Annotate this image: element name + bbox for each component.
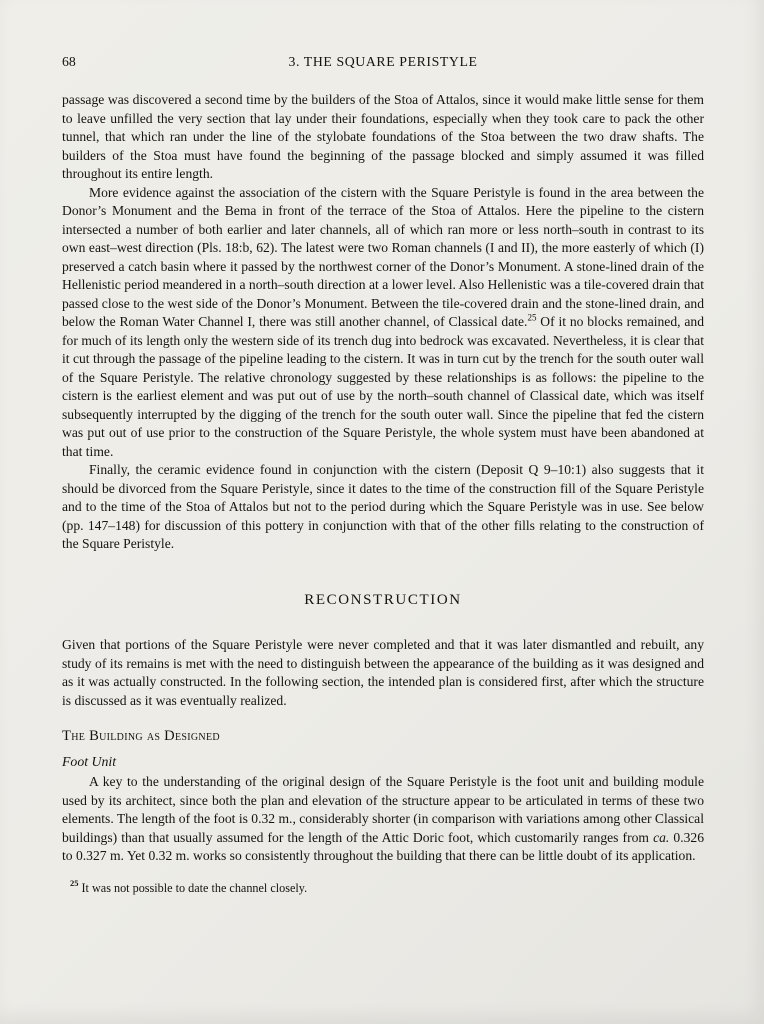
paragraph-2-text: More evidence against the association of the cistern with the Square Peristyle is found in the area between the Donor’s Monument and the Bema in front of the terrace of the Stoa of Attalos. Here the pipeline to the cistern intersected a number of both earlier and later channels, all of which ran more or less north–south in contrast to its own east–west direction (Pls. 18:b, 62). The latest were two Roman channels (I and II), the more easterly of which (I) preserved a catch basin where it passed by the northwest corner of the Donor’s Monument. A stone-lined drain of the Hellenistic period meandered in a north–south direction at a lower level. Also Hellenistic was a tile-covered drain that passed close to the west side of the Donor’s Monument. Between the tile-covered drain and the stone-lined drain, and below the Roman Water Channel I, there was still another channel, of Classical date. [62,184,704,329]
paragraph-5-text: A key to the understanding of the original design of the Square Peristyle is the foot unit and building module used by its architect, since both the plan and elevation of the structure appear to be articulated in terms of these two elements. The length of the foot is 0.32 m., considerably shorter (in comparison with variations among other Classical buildings) than that usually assumed for the length of the Attic Doric foot, which customarily ranges from [62,774,704,845]
subsection-heading-building-as-designed: The Building as Designed [62,728,220,744]
paragraph-2 [62,184,704,462]
footnote-25 [62,880,704,896]
section-heading-reconstruction: RECONSTRUCTION [304,591,462,608]
footnote-marker: 25 [70,878,79,889]
subheading-foot-unit: Foot Unit [62,753,117,769]
paragraph-5 [62,773,704,866]
footnote-text: It was not possible to date the channel closely. [81,880,308,895]
paragraph-3: Finally, the ceramic evidence found in conjunction with the cistern (Deposit Q 9–10:1) also suggests that it should be divorced from the Square Peristyle, since it dates to the time of the construction fill of the Square Peristyle and to the time of the Stoa of Attalos but not to the period during which the Square Peristyle was in use. See below (pp. 147–148) for discussion of this pottery in conjunction with that of the other fills relating to the construction of the Square Peristyle. [62,462,704,551]
chapter-title: 3. THE SQUARE PERISTYLE [288,54,478,69]
paragraph-5-italic-ca: ca. [653,829,670,845]
page-number: 68 [62,54,76,69]
footnote-reference-25: 25 [527,312,537,323]
paragraph-5-text-cont: 0.326 to 0.327 m. Yet 0.32 m. works so consistently throughout the building that there can be little doubt of its application. [62,829,704,863]
page-body [62,91,704,866]
paragraph-2-text-cont: Of it no blocks remained, and for much of its length only the western side of its trench dug into bedrock was excavated. Nevertheless, it is clear that it cut through the passage of the pipeline leading to the cistern. It was in turn cut by the trench for the south outer wall of the Square Peristyle. The relative chronology suggested by these relationships is as follows: the pipeline to the cistern is the earliest element and was put out of use by the north–south channel of Classical date, which was itself subsequently interrupted by the digging of the trench for the south outer wall. Since the pipeline that fed the cistern was put out of use prior to the construction of the Square Peristyle, the whole system must have been abandoned at that time. [62,314,704,459]
running-header [62,54,704,72]
paragraph-1: passage was discovered a second time by the builders of the Stoa of Attalos, since it would make little sense for them to leave unfilled the very section that lay under their foundations, especially when they took care to pack the other tunnel, that which ran under the line of the stylobate foundations of the Stoa between the two draw shafts. The builders of the Stoa must have found the beginning of the passage blocked and simply assumed it was filled throughout its entire length. [62,92,704,181]
paragraph-4: Given that portions of the Square Peristyle were never completed and that it was later dismantled and rebuilt, any study of its remains is met with the need to distinguish between the appearance of the building as it was designed and as it was actually constructed. In the following section, the intended plan is considered first, after which the structure is discussed as it was eventually realized. [62,637,704,708]
